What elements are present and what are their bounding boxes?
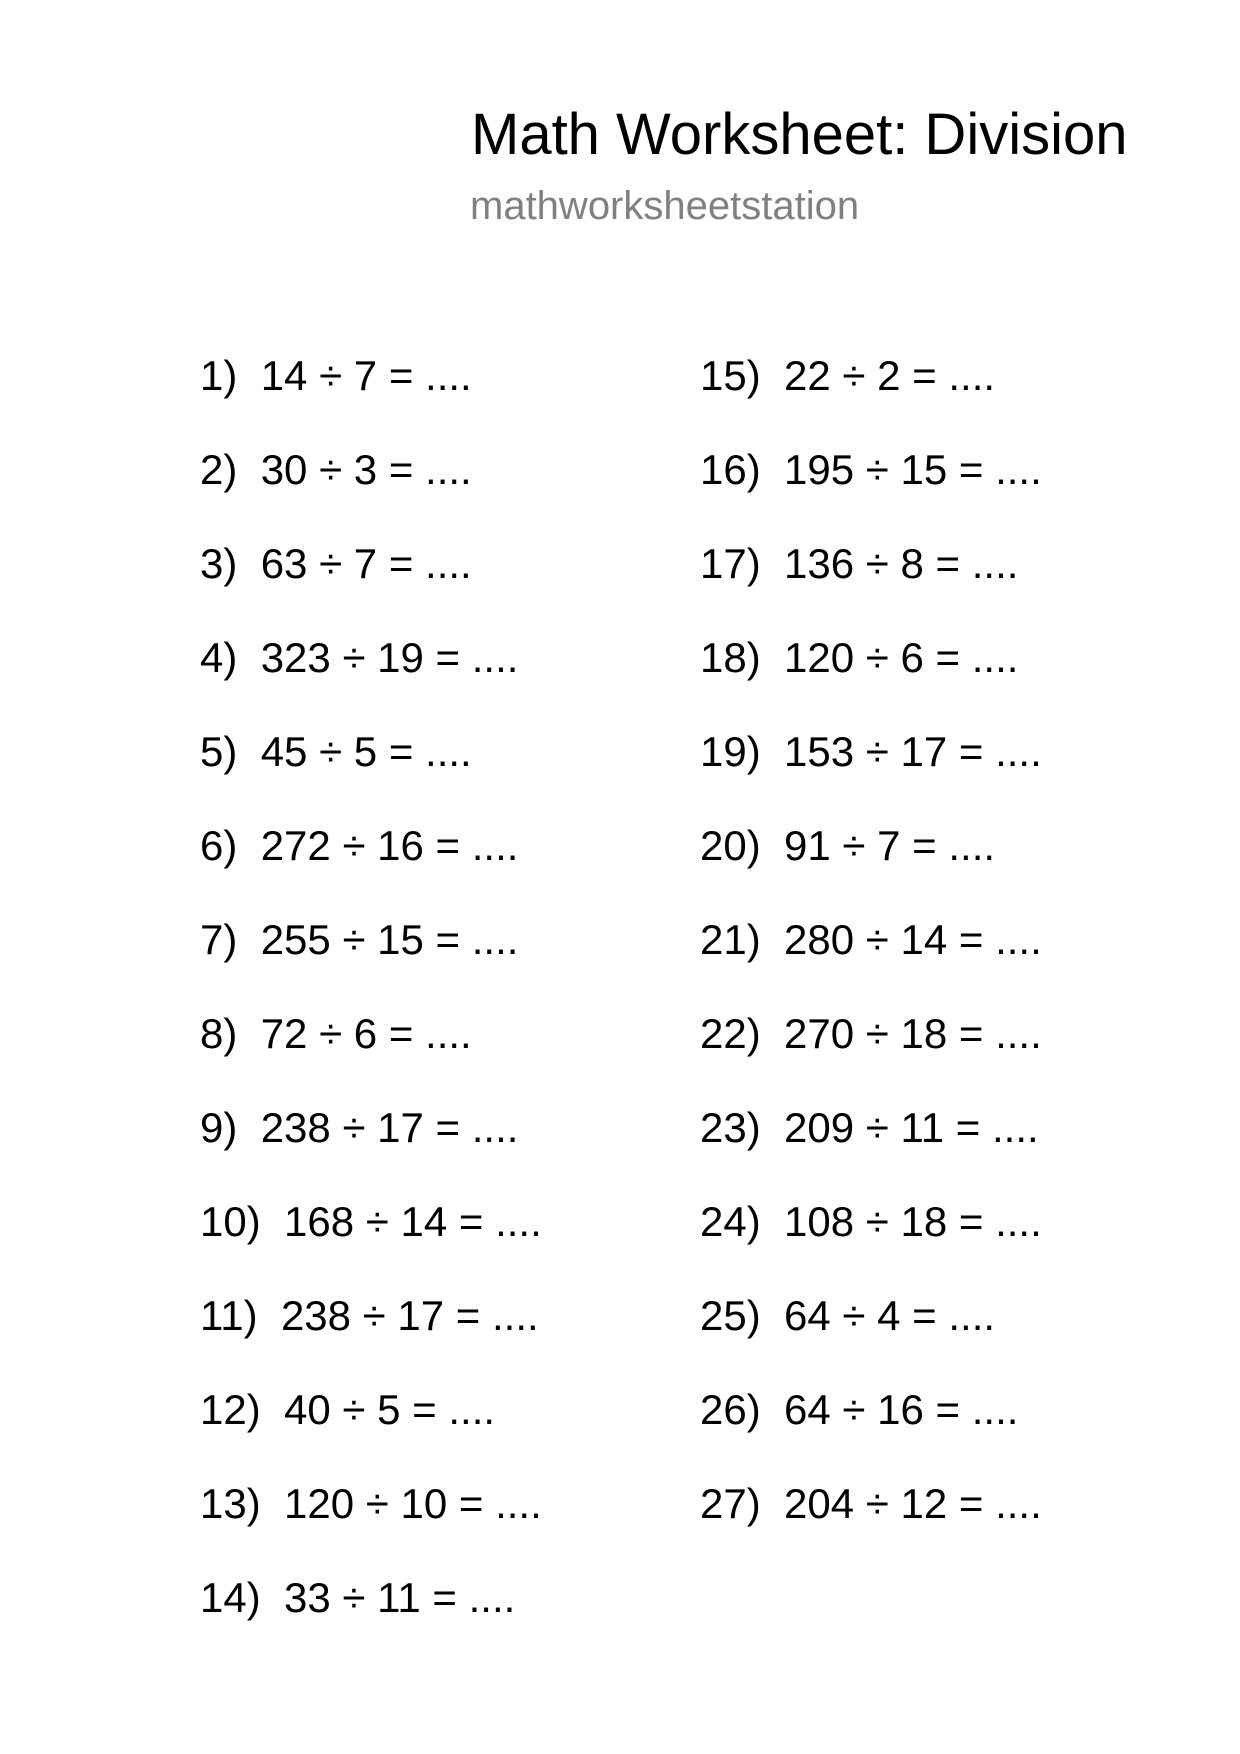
problem-item [200,722,472,782]
problem-number: 15) [700,352,761,399]
problem-expression: 63 ÷ 7 = .... [260,540,472,587]
problem-item [200,1098,518,1158]
problem-expression: 64 ÷ 16 = .... [784,1386,1019,1433]
problem-expression: 255 ÷ 15 = .... [260,916,519,963]
problem-number: 25) [700,1292,761,1339]
problem-item [200,1568,515,1628]
problem-item [700,1286,995,1346]
problem-item [700,722,1042,782]
problem-number: 7) [200,916,238,963]
problem-item [200,1474,542,1534]
problem-expression: 136 ÷ 8 = .... [784,540,1019,587]
problem-item [700,1474,1042,1534]
problem-item [700,1192,1042,1252]
problem-expression: 153 ÷ 17 = .... [784,728,1042,775]
problem-item [700,910,1042,970]
problem-number: 27) [700,1480,761,1527]
problem-item [700,1380,1018,1440]
problem-item [200,1004,472,1064]
problem-item [700,534,1018,594]
problem-item [700,628,1018,688]
problem-number: 5) [200,728,238,775]
problem-expression: 14 ÷ 7 = .... [260,352,472,399]
problem-expression: 45 ÷ 5 = .... [260,728,472,775]
problem-item [700,346,995,406]
problem-item [200,346,472,406]
problem-expression: 238 ÷ 17 = .... [280,1292,539,1339]
problem-expression: 270 ÷ 18 = .... [784,1010,1042,1057]
problem-number: 26) [700,1386,761,1433]
problem-item [700,1098,1039,1158]
problem-item [200,628,518,688]
problem-expression: 272 ÷ 16 = .... [260,822,519,869]
problem-item [200,1380,495,1440]
worksheet-subtitle: mathworksheetstation [470,184,860,228]
problem-number: 8) [200,1010,238,1057]
problem-number: 11) [200,1292,258,1339]
worksheet-title: Math Worksheet: Division [471,102,1128,167]
problem-expression: 195 ÷ 15 = .... [784,446,1042,493]
problem-number: 18) [700,634,761,681]
problem-number: 13) [200,1480,261,1527]
problem-number: 1) [200,352,238,399]
problem-number: 21) [700,916,761,963]
problem-expression: 40 ÷ 5 = .... [284,1386,496,1433]
problem-item [200,440,472,500]
problem-expression: 64 ÷ 4 = .... [784,1292,996,1339]
problem-number: 16) [700,446,761,493]
problem-number: 10) [200,1198,261,1245]
problem-expression: 33 ÷ 11 = .... [284,1574,516,1621]
problem-number: 19) [700,728,761,775]
problem-expression: 204 ÷ 12 = .... [784,1480,1042,1527]
problem-expression: 323 ÷ 19 = .... [260,634,519,681]
problem-item [700,1004,1042,1064]
problem-item [700,440,1042,500]
problem-item [200,816,518,876]
problem-expression: 209 ÷ 11 = .... [784,1104,1039,1151]
problem-number: 24) [700,1198,761,1245]
problem-number: 23) [700,1104,761,1151]
problem-expression: 91 ÷ 7 = .... [784,822,996,869]
problem-number: 9) [200,1104,238,1151]
problem-expression: 120 ÷ 6 = .... [784,634,1019,681]
problem-expression: 280 ÷ 14 = .... [784,916,1042,963]
problem-expression: 30 ÷ 3 = .... [260,446,472,493]
problem-item [200,1286,539,1346]
problem-number: 4) [200,634,238,681]
problem-number: 20) [700,822,761,869]
problem-expression: 168 ÷ 14 = .... [284,1198,542,1245]
problem-item [200,534,472,594]
problem-item [700,816,995,876]
problem-expression: 72 ÷ 6 = .... [260,1010,472,1057]
problem-item [200,1192,542,1252]
problem-number: 2) [200,446,238,493]
problem-expression: 238 ÷ 17 = .... [260,1104,519,1151]
problem-expression: 22 ÷ 2 = .... [784,352,996,399]
problem-expression: 108 ÷ 18 = .... [784,1198,1042,1245]
problem-number: 12) [200,1386,261,1433]
problem-number: 17) [700,540,761,587]
problem-number: 14) [200,1574,261,1621]
problem-number: 22) [700,1010,761,1057]
problem-item [200,910,518,970]
problem-number: 3) [200,540,238,587]
problem-number: 6) [200,822,238,869]
problem-expression: 120 ÷ 10 = .... [284,1480,542,1527]
